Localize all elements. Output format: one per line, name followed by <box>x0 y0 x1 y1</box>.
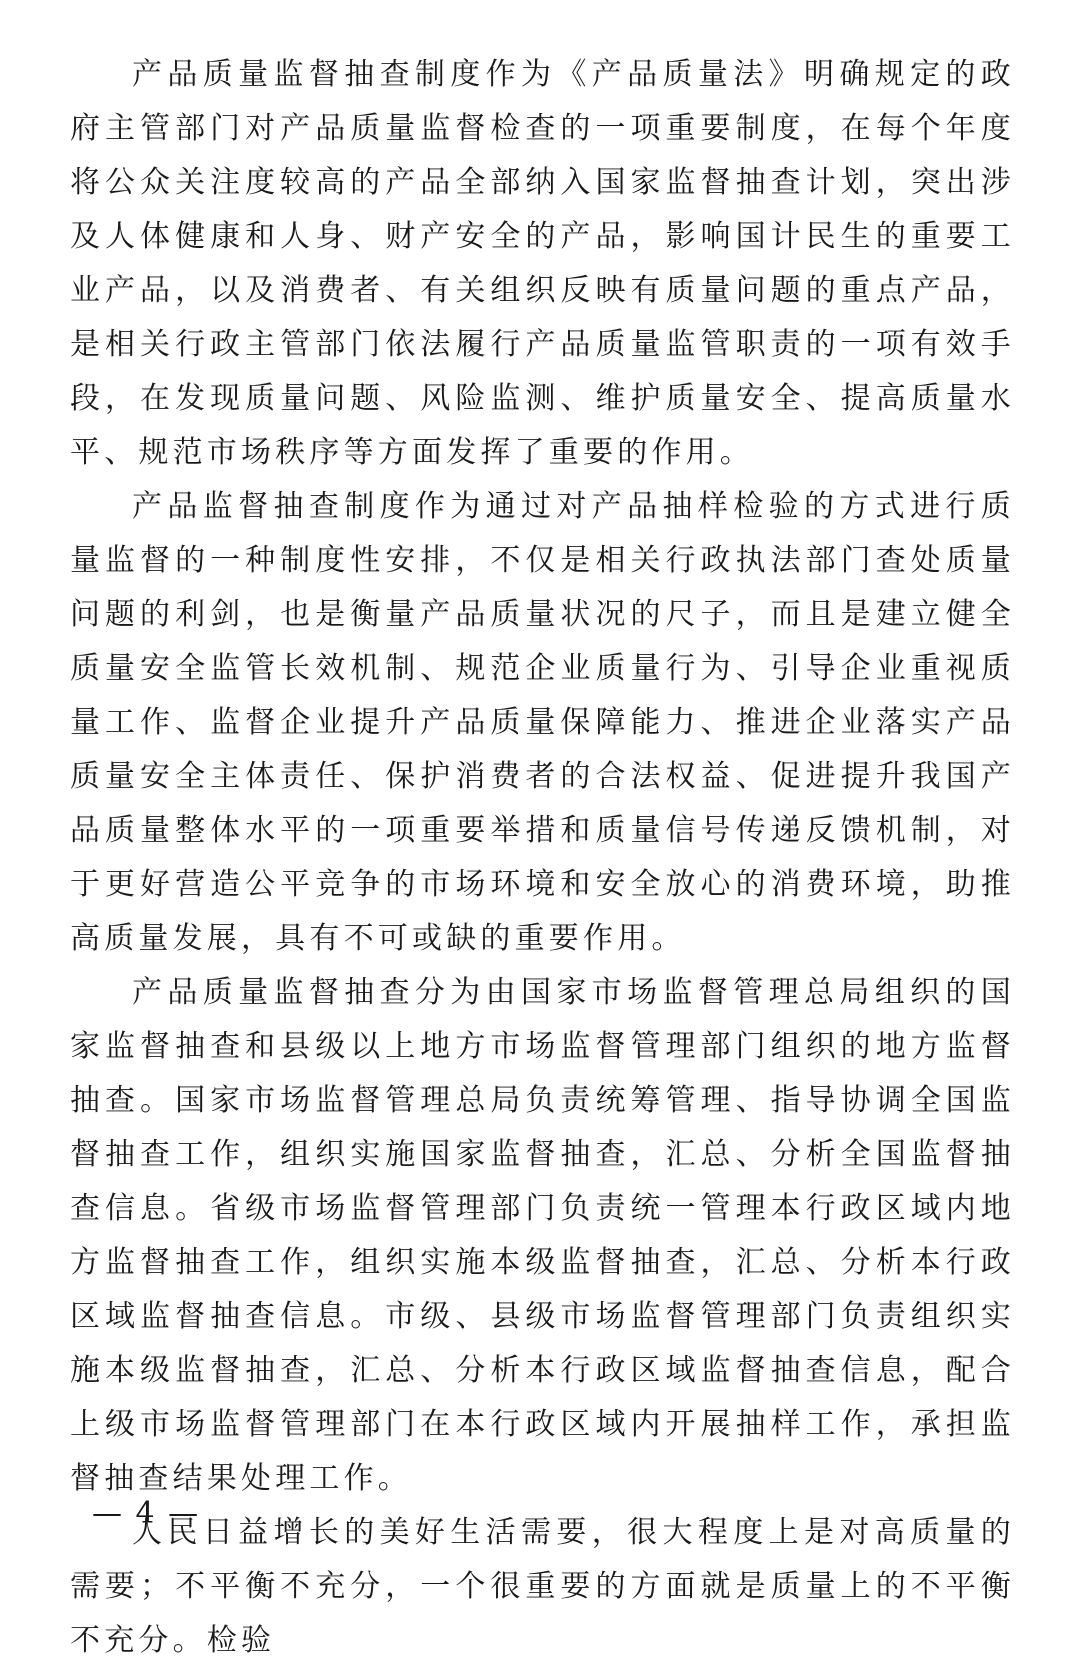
paragraph-2: 产品监督抽查制度作为通过对产品抽样检验的方式进行质量监督的一种制度性安排，不仅是相关行政执法部门查处质量问题的利剑，也是衡量产品质量状况的尺子，而且是建立健全质量安全监管长效机制、规范企业质量行为、引导企业重视质量工作、监督企业提升产品质量保障能力、推进企业落实产品质量安全主体责任、保护消费者的合法权益、促进提升我国产品质量整体水平的一项重要举措和质量信号传递反馈机制，对于更好营造公平竞争的市场环境和安全放心的消费环境，助推高质量发展，具有不可或缺的重要作用。 <box>70 489 1015 956</box>
paragraph-1: 产品质量监督抽查制度作为《产品质量法》明确规定的政府主管部门对产品质量监督检查的一项重要制度，在每个年度将公众关注度较高的产品全部纳入国家监督抽查计划，突出涉及人体健康和人身、财产安全的产品，影响国计民生的重要工业产品，以及消费者、有关组织反映有质量问题的重点产品，是相关行政主管部门依法履行产品质量监管职责的一项有效手段，在发现质量问题、风险监测、维护质量安全、提高质量水平、规范市场秩序等方面发挥了重要的作用。 <box>70 57 1015 470</box>
body-text <box>70 48 1015 1668</box>
page-number: — 4 — <box>92 1496 201 1531</box>
paragraph-4: 人民日益增长的美好生活需要，很大程度上是对高质量的需要；不平衡不充分，一个很重要的方面就是质量上的不平衡不充分。检验 <box>70 1515 1015 1658</box>
paragraph-3: 产品质量监督抽查分为由国家市场监督管理总局组织的国家监督抽查和县级以上地方市场监督管理部门组织的地方监督抽查。国家市场监督管理总局负责统筹管理、指导协调全国监督抽查工作，组织实施国家监督抽查，汇总、分析全国监督抽查信息。省级市场监督管理部门负责统一管理本行政区域内地方监督抽查工作，组织实施本级监督抽查，汇总、分析本行政区域监督抽查信息。市级、县级市场监督管理部门负责组织实施本级监督抽查，汇总、分析本行政区域监督抽查信息，配合上级市场监督管理部门在本行政区域内开展抽样工作，承担监督抽查结果处理工作。 <box>70 975 1015 1496</box>
